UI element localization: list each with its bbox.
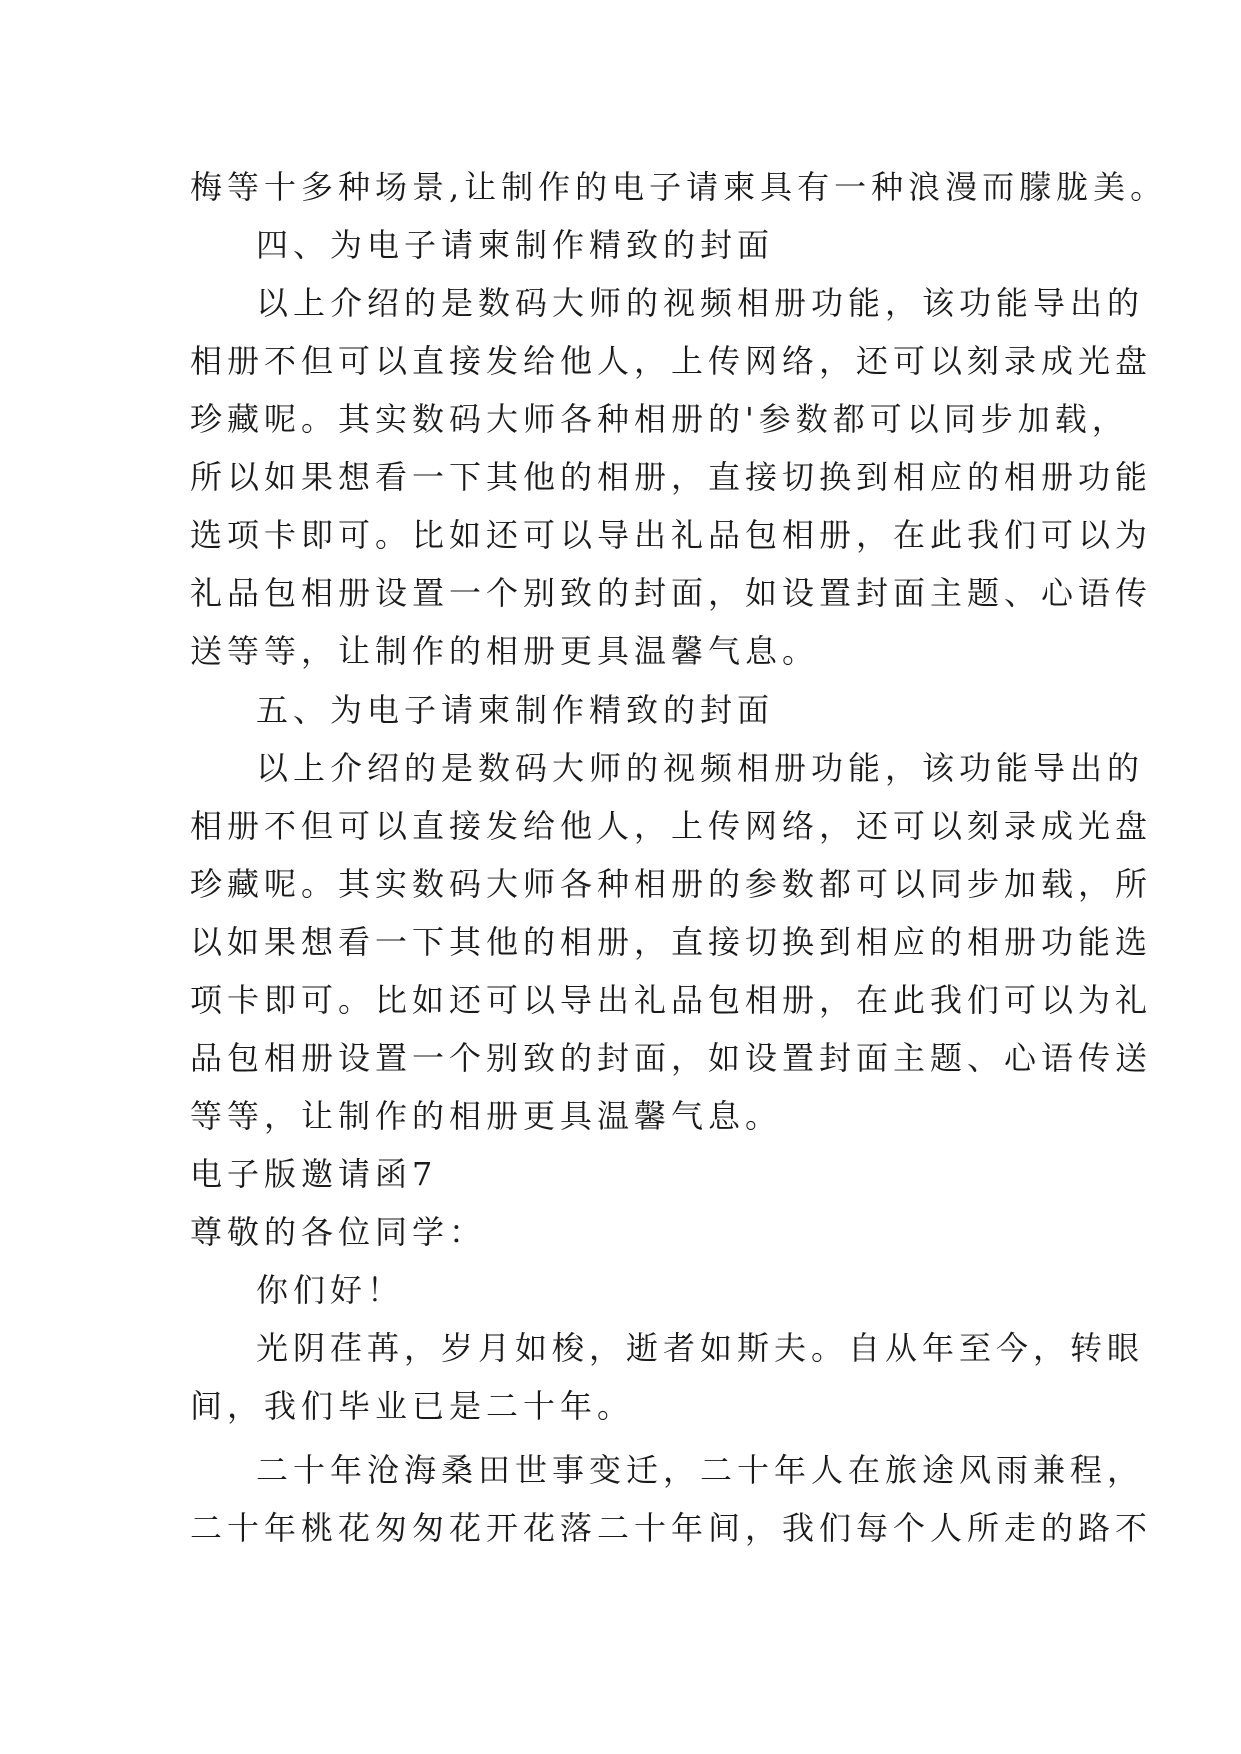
- section-heading-4: 四、为电子请柬制作精致的封面: [256, 226, 775, 264]
- section-heading-5: 五、为电子请柬制作精致的封面: [256, 691, 775, 729]
- paragraph-line: 珍藏呢。其实数码大师各种相册的参数都可以同步加载，所: [190, 865, 1153, 903]
- paragraph-line: 相册不但可以直接发给他人，上传网络，还可以刻录成光盘: [190, 807, 1153, 845]
- paragraph-line: 所以如果想看一下其他的相册，直接切换到相应的相册功能: [190, 458, 1153, 496]
- paragraph-line: 礼品包相册设置一个别致的封面，如设置封面主题、心语传: [190, 574, 1153, 612]
- paragraph-line: 相册不但可以直接发给他人，上传网络，还可以刻录成光盘: [190, 342, 1153, 380]
- paragraph-line: 梅等十多种场景,让制作的电子请柬具有一种浪漫而朦胧美。: [190, 168, 1168, 206]
- paragraph-line: 项卡即可。比如还可以导出礼品包相册，在此我们可以为礼: [190, 981, 1153, 1019]
- paragraph-line: 选项卡即可。比如还可以导出礼品包相册，在此我们可以为: [190, 516, 1153, 554]
- paragraph-line: 珍藏呢。其实数码大师各种相册的'参数都可以同步加载，: [190, 400, 1129, 438]
- paragraph-line: 品包相册设置一个别致的封面，如设置封面主题、心语传送: [190, 1039, 1153, 1077]
- paragraph-line: 二十年桃花匆匆花开花落二十年间，我们每个人所走的路不: [190, 1509, 1153, 1547]
- salutation: 尊敬的各位同学：: [190, 1213, 487, 1251]
- document-title: 电子版邀请函7: [190, 1155, 438, 1193]
- paragraph-line: 间，我们毕业已是二十年。: [190, 1387, 635, 1425]
- paragraph-line: 以上介绍的是数码大师的视频相册功能，该功能导出的: [256, 749, 1145, 787]
- paragraph-line: 二十年沧海桑田世事变迁，二十年人在旅途风雨兼程，: [256, 1451, 1145, 1489]
- paragraph-line: 以如果想看一下其他的相册，直接切换到相应的相册功能选: [190, 923, 1153, 961]
- paragraph-line: 送等等，让制作的相册更具温馨气息。: [190, 632, 820, 670]
- paragraph-line: 等等，让制作的相册更具温馨气息。: [190, 1097, 783, 1135]
- greeting: 你们好！: [256, 1271, 405, 1309]
- paragraph-line: 光阴荏苒，岁月如梭，逝者如斯夫。自从年至今，转眼: [256, 1329, 1145, 1367]
- paragraph-line: 以上介绍的是数码大师的视频相册功能，该功能导出的: [256, 284, 1145, 322]
